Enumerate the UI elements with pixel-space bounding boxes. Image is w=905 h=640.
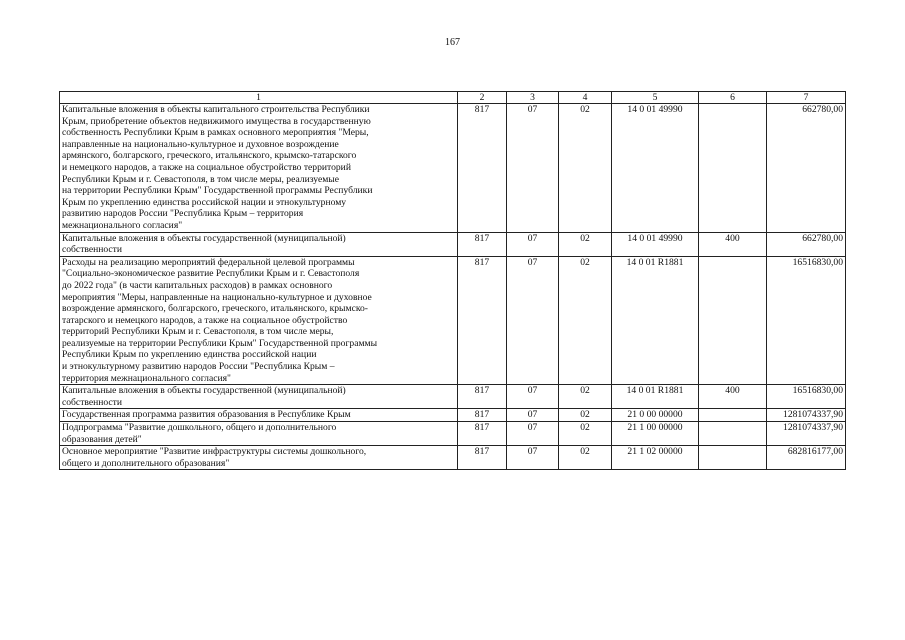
subsection-code-cell: 02 [559,232,612,256]
table-row [60,409,846,422]
table-row [60,422,846,446]
ministry-code-cell: 817 [458,409,507,422]
row-name-cell: Капитальные вложения в объекты капитального строительства Республики Крым, приобретение объектов недвижимого имущества в государственную собственность Республики Крым в рамках основного мероприятия "Меры, направленные на национально-культурное и духовное возрождение армянского, болгарского, греческого, итальянского, крымско-татарского и немецкого народов, а также на социальное обустройство территорий Республики Крым и г. Севастополя, в том числе меры, реализуемые на территории Республики Крым" Государственной программы Республики Крым по укреплению единства российской нации и этнокультурному развитию народов России "Республика Крым – территория межнационального согласия" [60,104,458,233]
table-row [60,104,846,233]
amount-cell: 1281074337,90 [767,422,846,446]
budget-table [59,91,846,470]
header-cell: 5 [612,92,699,104]
table-header-row [60,92,846,104]
row-name-cell: Основное мероприятие "Развитие инфраструктуры системы дошкольного, общего и дополнительного образования" [60,446,458,470]
section-code-cell: 07 [507,232,559,256]
expense-type-cell: 400 [699,232,767,256]
expense-type-cell [699,422,767,446]
expense-type-cell [699,256,767,385]
subsection-code-cell: 02 [559,385,612,409]
target-code-cell: 14 0 01 49990 [612,232,699,256]
expense-type-cell: 400 [699,385,767,409]
row-name-cell: Подпрограмма "Развитие дошкольного, общего и дополнительного образования детей" [60,422,458,446]
section-code-cell: 07 [507,256,559,385]
section-code-cell: 07 [507,385,559,409]
section-code-cell: 07 [507,422,559,446]
target-code-cell: 21 1 02 00000 [612,446,699,470]
page-number: 167 [445,37,460,48]
section-code-cell: 07 [507,446,559,470]
header-cell: 3 [507,92,559,104]
ministry-code-cell: 817 [458,385,507,409]
amount-cell: 662780,00 [767,104,846,233]
ministry-code-cell: 817 [458,422,507,446]
target-code-cell: 14 0 01 49990 [612,104,699,233]
subsection-code-cell: 02 [559,104,612,233]
section-code-cell: 07 [507,104,559,233]
expense-type-cell [699,446,767,470]
subsection-code-cell: 02 [559,409,612,422]
target-code-cell: 21 1 00 00000 [612,422,699,446]
ministry-code-cell: 817 [458,446,507,470]
section-code-cell: 07 [507,409,559,422]
amount-cell: 682816177,00 [767,446,846,470]
ministry-code-cell: 817 [458,256,507,385]
row-name-cell: Расходы на реализацию мероприятий федеральной целевой программы "Социально-экономическое развитие Республики Крым и г. Севастополя до 2022 года" (в части капитальных расходов) в рамках основного мероприятия "Меры, направленные на национально-культурное и духовное возрождение армянского, болгарского, греческого, итальянского, крымско- татарского и немецкого народов, а также на социальное обустройство территорий Республики Крым и г. Севастополя, в том числе меры, реализуемые на территории Республики Крым" Государственной программы Республики Крым по укреплению единства российской нации и этнокультурному развитию народов России "Республика Крым – территория межнационального согласия" [60,256,458,385]
subsection-code-cell: 02 [559,446,612,470]
table-row [60,232,846,256]
header-cell: 7 [767,92,846,104]
table-row [60,256,846,385]
table-row [60,446,846,470]
table-row [60,385,846,409]
target-code-cell: 14 0 01 R1881 [612,256,699,385]
header-cell: 4 [559,92,612,104]
target-code-cell: 14 0 01 R1881 [612,385,699,409]
target-code-cell: 21 0 00 00000 [612,409,699,422]
amount-cell: 662780,00 [767,232,846,256]
header-cell: 2 [458,92,507,104]
expense-type-cell [699,104,767,233]
row-name-cell: Капитальные вложения в объекты государственной (муниципальной) собственности [60,385,458,409]
amount-cell: 1281074337,90 [767,409,846,422]
header-cell: 1 [60,92,458,104]
subsection-code-cell: 02 [559,422,612,446]
expense-type-cell [699,409,767,422]
amount-cell: 16516830,00 [767,256,846,385]
subsection-code-cell: 02 [559,256,612,385]
amount-cell: 16516830,00 [767,385,846,409]
ministry-code-cell: 817 [458,232,507,256]
row-name-cell: Капитальные вложения в объекты государственной (муниципальной) собственности [60,232,458,256]
ministry-code-cell: 817 [458,104,507,233]
row-name-cell: Государственная программа развития образования в Республике Крым [60,409,458,422]
header-cell: 6 [699,92,767,104]
